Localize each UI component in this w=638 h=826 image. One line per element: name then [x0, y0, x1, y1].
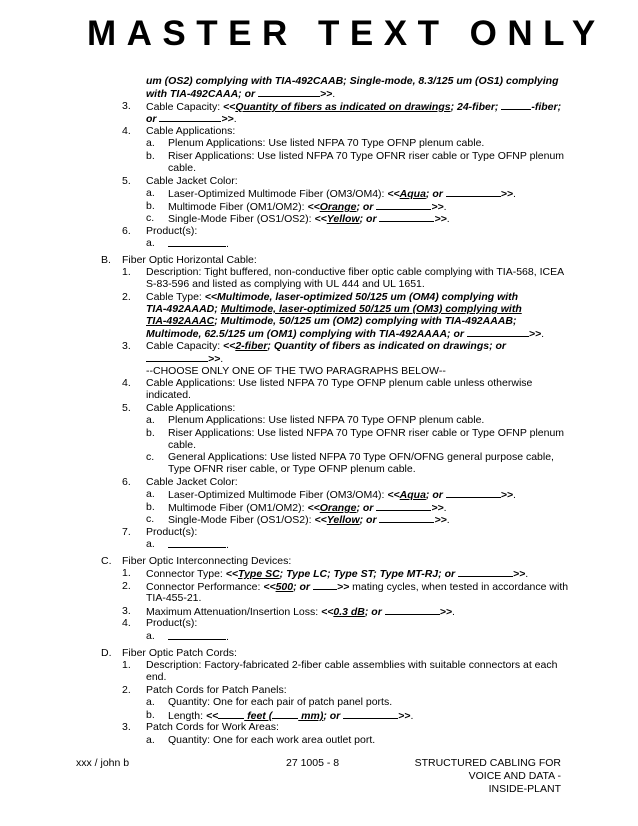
text-run: ; or [293, 581, 313, 593]
text-run: Fiber Optic Patch Cords: [122, 647, 237, 659]
list-marker: 5. [122, 175, 131, 187]
text-run: << [387, 188, 400, 200]
text-run: ; or [364, 606, 385, 618]
text-run: >> [208, 353, 221, 365]
text-run: Cable Type: [146, 291, 205, 303]
text-run: -fiber; [531, 101, 562, 113]
text-run: Multimode Fiber (OM1/OM2): [168, 201, 308, 213]
list-marker: 2. [122, 580, 131, 592]
text-line [146, 476, 238, 488]
text-line [146, 175, 238, 187]
footer-title-line: STRUCTURED CABLING FOR [414, 757, 561, 769]
text-run: indicated. [146, 389, 191, 401]
fill-in-blank [168, 630, 226, 640]
fill-in-blank [218, 709, 244, 719]
text-line [146, 684, 287, 696]
text-run: Fiber Optic Horizontal Cable: [122, 254, 257, 266]
list-marker: a. [146, 187, 155, 199]
text-line [168, 212, 450, 225]
text-run: << [307, 502, 320, 514]
text-line [168, 414, 484, 426]
fill-in-blank [258, 87, 320, 97]
master-text-banner: MASTER TEXT ONLY [87, 14, 606, 53]
text-run: >> [431, 201, 444, 213]
text-line [168, 630, 229, 643]
text-run: um (OS2) complying with TIA-492CAAB; Single-mode, 8.3/125 um (OS1) complying [146, 75, 559, 87]
text-run: end. [146, 671, 167, 683]
text-run: ; or [356, 201, 377, 213]
text-line [146, 389, 191, 401]
text-line [146, 617, 197, 629]
text-line [146, 659, 557, 671]
list-marker: 4. [122, 377, 131, 389]
text-run: mm) [298, 710, 324, 722]
text-run: Product(s): [146, 617, 198, 629]
text-run: . [451, 606, 455, 618]
text-run: Laser-Optimized Multimode Fiber (OM3/OM4): [168, 489, 388, 501]
text-run: >> [398, 710, 411, 722]
text-run: Cable Jacket Color: [146, 476, 238, 488]
text-run: TIA-492AAAD; [146, 303, 221, 315]
text-run: Product(s): [146, 526, 198, 538]
fill-in-blank [168, 538, 226, 548]
footer-page-number: 27 1005 - 8 [286, 757, 340, 769]
fill-in-blank [446, 488, 501, 498]
fill-in-blank [446, 187, 501, 197]
text-line [168, 427, 564, 439]
list-marker: 3. [122, 100, 131, 112]
list-marker: 6. [122, 476, 131, 488]
text-run: Riser Applications: Use listed NFPA 70 Type OFNR riser cable or Type OFNP plenum [168, 427, 565, 439]
text-run: mating cycles, when tested in accordance with [349, 581, 569, 593]
text-run: Length: [168, 710, 206, 722]
list-marker: 6. [122, 225, 131, 237]
text-run: Patch Cords for Patch Panels: [146, 684, 287, 696]
text-line [168, 513, 450, 526]
text-run: ; or [323, 710, 344, 722]
text-run: Multimode Fiber (OM1/OM2): [168, 502, 308, 514]
text-line [146, 75, 558, 87]
text-line [168, 162, 196, 174]
text-line [168, 538, 229, 551]
text-line [146, 592, 201, 604]
list-marker: b. [146, 150, 155, 162]
text-run: Orange [319, 502, 357, 514]
text-run: Multimode, laser-optimized 50/125 um (OM3) complying with [220, 303, 522, 315]
text-line [146, 327, 544, 340]
fill-in-blank [501, 100, 531, 110]
text-run: Type OFNR riser cable, or Type OFNP plenum cable. [168, 463, 416, 475]
text-run: >> [434, 514, 447, 526]
list-marker: b. [146, 501, 155, 513]
text-line [146, 580, 568, 593]
text-run: cable. [168, 439, 197, 451]
text-run: . [525, 568, 529, 580]
text-line [122, 647, 237, 659]
text-line [146, 125, 235, 137]
list-marker: c. [146, 212, 155, 224]
text-run: >> [434, 213, 447, 225]
text-run: . [226, 238, 229, 250]
text-run: . [233, 113, 237, 125]
fill-in-blank [343, 709, 398, 719]
text-line [168, 187, 516, 200]
text-run: . [220, 353, 224, 365]
text-run: << [314, 213, 327, 225]
text-run: Quantity: One for each pair of patch panel ports. [168, 696, 393, 708]
text-run: ; or [425, 489, 446, 501]
text-run: ; or [356, 502, 377, 514]
text-line [146, 278, 425, 290]
text-run: or [146, 113, 160, 125]
fill-in-blank [379, 212, 434, 222]
text-line [168, 150, 564, 162]
text-run: >> [336, 581, 350, 593]
text-run: Cable Applications: Use listed NFPA 70 Type OFNP plenum cable unless otherwise [146, 377, 533, 389]
text-line [146, 671, 166, 683]
text-run: >> [320, 88, 333, 100]
text-line [146, 377, 532, 389]
text-run: . [443, 502, 447, 514]
text-line [146, 87, 335, 100]
text-run: TIA-492AAAC [146, 315, 215, 327]
text-run: Quantity: One for each work area outlet port. [168, 734, 376, 746]
fill-in-blank [458, 567, 513, 577]
text-run: << [225, 568, 239, 580]
text-line [168, 734, 375, 746]
list-marker: a. [146, 488, 155, 500]
text-run: << [321, 606, 334, 618]
text-run: Description: Tight buffered, non-conductive fiber optic cable complying with TIA-568, ICEA [146, 266, 565, 278]
text-run: >> [439, 606, 452, 618]
text-run: Cable Applications: [146, 125, 236, 137]
text-run: with TIA-492CAAA; or [146, 88, 259, 100]
text-run: Multimode, 62.5/125 um (OM1) complying with TIA-492AAAA; or [146, 328, 467, 340]
text-line [122, 254, 257, 266]
text-run: . [332, 88, 336, 100]
list-marker: 3. [122, 340, 131, 352]
text-run: Aqua [399, 489, 426, 501]
text-line [168, 463, 416, 475]
fill-in-blank [146, 352, 208, 362]
text-run: Laser-Optimized Multimode Fiber (OM3/OM4): [168, 188, 388, 200]
text-run: General Applications: Use listed NFPA 70 Type OFN/OFNG general purpose cable, [168, 451, 554, 463]
list-marker: a. [146, 538, 155, 550]
text-run: Cable Capacity: [146, 101, 224, 113]
text-line [146, 225, 197, 237]
text-line [146, 365, 446, 377]
list-marker: a. [146, 734, 155, 746]
text-run: cable. [168, 162, 197, 174]
text-run: Type SC [238, 568, 280, 580]
list-marker: 2. [122, 684, 131, 696]
list-marker: a. [146, 237, 155, 249]
list-marker: a. [146, 630, 155, 642]
text-run: Product(s): [146, 225, 198, 237]
text-run: ; or [359, 213, 380, 225]
footer-title-line: VOICE AND DATA - [468, 770, 561, 782]
fill-in-blank [159, 112, 221, 122]
list-marker: c. [146, 451, 155, 463]
text-run: 2-fiber [235, 340, 268, 352]
text-run: Orange [319, 201, 357, 213]
text-run: Cable Applications: [146, 402, 236, 414]
text-run: Maximum Attenuation/Insertion Loss: [146, 606, 322, 618]
text-line [168, 439, 196, 451]
list-marker: 5. [122, 402, 131, 414]
text-run: <<Multimode, laser-optimized 50/125 um (OM4) complying with [204, 291, 519, 303]
text-run: Fiber Optic Interconnecting Devices: [122, 555, 292, 567]
list-marker: 1. [122, 567, 131, 579]
text-run: Plenum Applications: Use listed NFPA 70 Type OFNP plenum cable. [168, 414, 485, 426]
text-run: Connector Type: [146, 568, 226, 580]
text-run: 0.3 dB [333, 606, 365, 618]
text-run: << [205, 710, 219, 722]
text-run: Single-Mode Fiber (OS1/OS2): [168, 514, 315, 526]
text-run: Connector Performance: [146, 581, 264, 593]
text-run: << [223, 101, 236, 113]
text-run: Description: Factory-fabricated 2-fiber cable assemblies with suitable connectors at each [146, 659, 558, 671]
text-run: . [226, 631, 229, 643]
list-marker: 1. [122, 659, 131, 671]
text-run: Quantity of fibers as indicated on drawings [235, 101, 451, 113]
text-run: ; or [425, 188, 446, 200]
text-line [146, 291, 518, 303]
text-run: >> [431, 502, 444, 514]
list-marker: 2. [122, 291, 131, 303]
text-run: . [513, 188, 516, 200]
text-run: TIA-455-21. [146, 592, 202, 604]
text-line [146, 340, 506, 352]
fill-in-blank [376, 200, 431, 210]
text-run: << [387, 489, 400, 501]
footer-section-title [415, 757, 561, 796]
text-run: Cable Capacity: [146, 340, 224, 352]
fill-in-blank [272, 709, 298, 719]
text-run: . [513, 489, 516, 501]
text-run: . [446, 514, 450, 526]
text-line [146, 266, 564, 278]
text-run: Cable Jacket Color: [146, 175, 238, 187]
list-marker: 3. [122, 721, 131, 733]
footer-author: xxx / john b [76, 757, 130, 769]
list-marker: 4. [122, 125, 131, 137]
text-run: --CHOOSE ONLY ONE OF THE TWO PARAGRAPHS BELOW-- [146, 365, 446, 377]
list-marker: c. [146, 513, 155, 525]
fill-in-blank [379, 513, 434, 523]
text-run: << [307, 201, 320, 213]
text-run: ; Type LC; Type ST; Type MT-RJ; or [279, 568, 458, 580]
text-run: . [226, 539, 229, 551]
text-run: ; Quantity of fibers as indicated on drawings; or [267, 340, 507, 352]
text-run: ; Multimode, 50/125 um (OM2) complying with TIA-492AAAB; [214, 315, 517, 327]
text-line [122, 555, 291, 567]
list-marker: b. [146, 427, 155, 439]
text-run: . [410, 710, 414, 722]
text-run: >> [500, 188, 514, 200]
text-run: Plenum Applications: Use listed NFPA 70 Type OFNP plenum cable. [168, 137, 485, 149]
text-run: feet ( [244, 710, 273, 722]
text-run: ; or [359, 514, 380, 526]
text-line [146, 567, 528, 580]
list-marker: B. [101, 254, 111, 266]
list-marker: 3. [122, 605, 131, 617]
fill-in-blank [313, 580, 337, 590]
list-marker: a. [146, 414, 155, 426]
list-marker: 7. [122, 526, 131, 538]
text-run: . [443, 201, 447, 213]
text-line [146, 526, 197, 538]
text-run: . [446, 213, 450, 225]
text-run: Yellow [326, 514, 360, 526]
text-line [146, 303, 522, 315]
text-line [146, 112, 237, 125]
text-line [168, 237, 229, 250]
fill-in-blank [467, 327, 529, 337]
list-marker: D. [101, 647, 112, 659]
text-line [146, 402, 235, 414]
text-run: ; 24-fiber; [450, 101, 502, 113]
text-run: << [314, 514, 327, 526]
text-run: Single-Mode Fiber (OS1/OS2): [168, 213, 315, 225]
text-run: . [541, 328, 545, 340]
text-run: << [263, 581, 276, 593]
text-line [146, 315, 516, 327]
text-run: 500 [275, 581, 294, 593]
fill-in-blank [376, 501, 431, 511]
fill-in-blank [168, 237, 226, 247]
text-run: >> [512, 568, 526, 580]
text-line [146, 721, 279, 733]
text-run: >> [528, 328, 542, 340]
list-marker: C. [101, 555, 112, 567]
list-marker: b. [146, 709, 155, 721]
text-line [168, 696, 392, 708]
text-run: Riser Applications: Use listed NFPA 70 Type OFNR riser cable or Type OFNP plenum [168, 150, 565, 162]
text-run: S-83-596 and listed as complying with UL 444 and UL 1651. [146, 278, 425, 290]
text-run: Aqua [399, 188, 426, 200]
footer-title-line: INSIDE-PLANT [488, 783, 561, 795]
text-run: << [223, 340, 236, 352]
list-marker: b. [146, 200, 155, 212]
list-marker: a. [146, 137, 155, 149]
fill-in-blank [385, 605, 440, 615]
text-line [168, 137, 484, 149]
text-run: Patch Cords for Work Areas: [146, 721, 279, 733]
text-line [168, 451, 554, 463]
text-run: >> [500, 489, 514, 501]
text-line [168, 488, 516, 501]
text-line [146, 352, 223, 365]
list-marker: a. [146, 696, 155, 708]
text-run: >> [221, 113, 234, 125]
list-marker: 4. [122, 617, 131, 629]
list-marker: 1. [122, 266, 131, 278]
text-run: Yellow [326, 213, 360, 225]
